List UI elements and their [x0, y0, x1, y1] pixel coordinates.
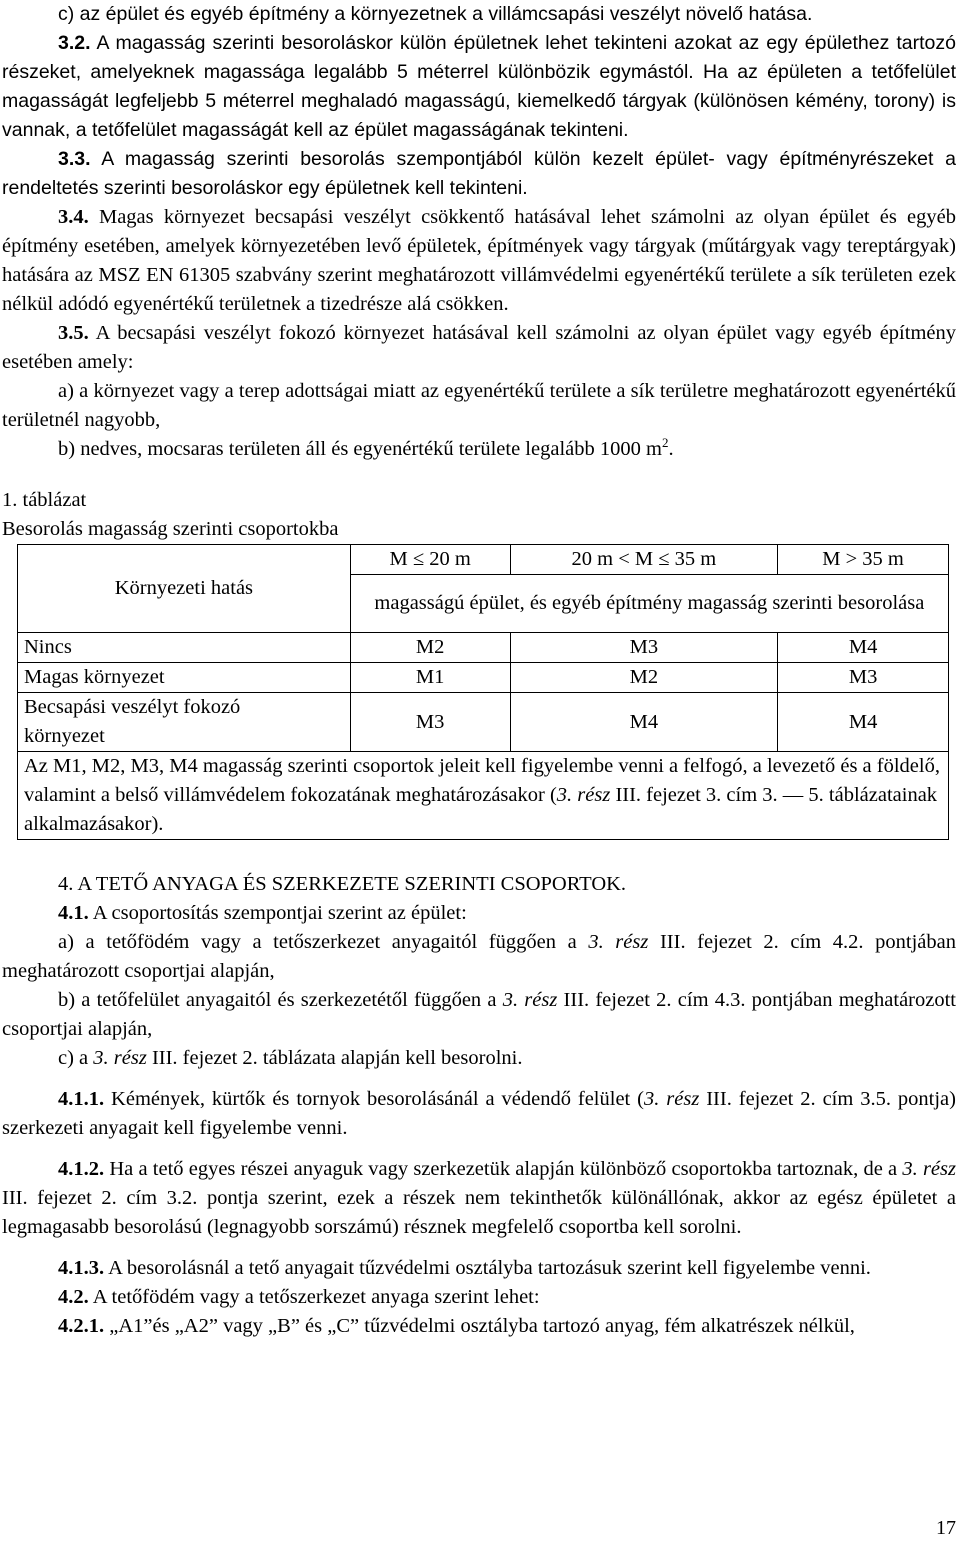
- table-row-label: Magas környezet: [18, 663, 351, 693]
- spacer: [2, 1242, 956, 1254]
- spacer: [2, 464, 956, 486]
- paragraph-4-1-2: [2, 1155, 956, 1242]
- table-cell: M3: [510, 633, 778, 663]
- table-cell: M1: [350, 663, 510, 693]
- paragraph-3-2: [2, 29, 956, 145]
- italic-reference: 3. rész: [902, 1158, 956, 1180]
- table-cell: M4: [510, 693, 778, 752]
- paragraph-number: 3.2.: [58, 32, 91, 54]
- spacer: [2, 1143, 956, 1155]
- paragraph-3-5-b: [2, 435, 956, 464]
- paragraph-3-3: [2, 145, 956, 203]
- table-note: [18, 752, 949, 840]
- paragraph-number: 3.3.: [58, 148, 91, 170]
- paragraph-item-c: c) az épület és egyéb építmény a környezetnek a villámcsapási veszélyt növelő hatása.: [58, 3, 813, 25]
- note-text: Az M1, M2, M3, M4 magasság szerinti csoportok jeleit kell figyelembe venni a felfogó, a levezető és a földelő, valamint a belső villámvédelem fokozatának meghatározásakor (: [24, 755, 940, 806]
- italic-reference: 3. rész: [502, 989, 558, 1011]
- paragraph-text: .: [668, 438, 674, 460]
- italic-reference: 3. rész: [643, 1088, 700, 1110]
- table-cell: M4: [778, 693, 949, 752]
- section-3-block: [2, 0, 956, 203]
- paragraph-4-1: [2, 899, 956, 928]
- paragraph-4-1-1: [2, 1085, 956, 1143]
- table-header-col2: 20 m < M ≤ 35 m: [510, 545, 778, 575]
- paragraph-text: Kémények, kürtők és tornyok besorolásánál a védendő felület (: [104, 1088, 644, 1110]
- paragraph-text: Ha a tető egyes részei anyaguk vagy szerkezetük alapján különböző csoportokba tartoznak, de a: [104, 1158, 903, 1180]
- paragraph-4-1-c: [2, 1044, 956, 1073]
- table-header-environment: Környezeti hatás: [18, 545, 351, 633]
- paragraph-text: c) a: [58, 1047, 94, 1069]
- table-cell: M2: [350, 633, 510, 663]
- table-caption-number: 1. táblázat: [2, 489, 87, 511]
- table-caption-title: Besorolás magasság szerinti csoportokba: [2, 518, 339, 540]
- table-cell: M3: [778, 663, 949, 693]
- paragraph-text: A becsapási veszélyt fokozó környezet hatásával kell számolni az olyan épület vagy egyéb építmény esetében amely:: [2, 322, 956, 373]
- paragraph-text: A tetőfödém vagy a tetőszerkezet anyaga szerint lehet:: [88, 1286, 540, 1308]
- paragraph-4-1-b: [2, 986, 956, 1044]
- height-group-table: [17, 544, 949, 840]
- paragraph-number: 3.4.: [58, 206, 89, 228]
- paragraph-text: III. fejezet 2. táblázata alapján kell besorolni.: [146, 1047, 523, 1069]
- paragraph-3-4: [2, 203, 956, 319]
- paragraph-4-1-3: [2, 1254, 956, 1283]
- paragraph-number: 4.2.: [58, 1286, 89, 1308]
- table-header-col1: M ≤ 20 m: [350, 545, 510, 575]
- paragraph-text: Magas környezet becsapási veszélyt csökkentő hatásával lehet számolni az olyan épület és egyéb építmény esetében, amelyek környezetében levő épületek, építmények vagy tárgyak (műtárgyak vagy tereptárgyak) hatására az MSZ EN 61305 szabvány szerint meghatározott villámvédelmi egyenértékű területe a sík területen ezek nélkül adódó egyenértékű területnek a tizedrésze alá csökken.: [2, 206, 956, 315]
- paragraph-text: b) a tetőfelület anyagaitól és szerkezetétől függően a: [58, 989, 503, 1011]
- paragraph-text: A magasság szerinti besoroláskor külön épületnek lehet tekinteni azokat az egy épülethez tartozó részeket, amelyeknek magassága legalább 5 méterrel különbözik egymástól. Ha az épületen a tetőfelület magasságát legfeljebb 5 méterrel meghaladó magasságú, kiemelkedő tárgyak (különösen kémény, torony) is vannak, a tetőfelület magasságát kell az épület magasságának tekinteni.: [2, 32, 956, 141]
- table-header-col3: M > 35 m: [778, 545, 949, 575]
- section-4-heading: 4. A TETŐ ANYAGA ÉS SZERKEZETE SZERINTI CSOPORTOK.: [58, 873, 627, 895]
- paragraph-4-1-a: [2, 928, 956, 986]
- note-italic: 3. rész: [556, 784, 611, 806]
- paragraph-4-2-1: [2, 1312, 956, 1341]
- paragraph-text: A magasság szerinti besorolás szempontjából külön kezelt épület- vagy építményrészeket a rendeltetés szerinti besoroláskor egy épületnek kell tekinteni.: [2, 148, 956, 199]
- paragraph-number: 4.2.1.: [58, 1315, 105, 1337]
- paragraph-text: A besorolásnál a tető anyagait tűzvédelmi osztályba tartozásuk szerint kell figyelembe venni.: [104, 1257, 871, 1279]
- paragraph-number: 4.1.: [58, 902, 89, 924]
- paragraph-text: III. fejezet 2. cím 4.2. pontjában meghatározott csoportjai alapján,: [2, 931, 956, 982]
- spacer: [2, 1073, 956, 1085]
- table-cell: M4: [778, 633, 949, 663]
- paragraph-3-5: [2, 319, 956, 377]
- table-cell: M2: [510, 663, 778, 693]
- paragraph-number: 3.5.: [58, 322, 89, 344]
- paragraph-4-2: [2, 1283, 956, 1312]
- italic-reference: 3. rész: [588, 931, 649, 953]
- italic-reference: 3. rész: [93, 1047, 147, 1069]
- paragraph-text: III. fejezet 2. cím 4.3. pontjában meghatározott csoportjai alapján,: [2, 989, 956, 1040]
- table-row-label: Nincs: [18, 633, 351, 663]
- paragraph-text: b) nedves, mocsaras területen áll és egyenértékű területe legalább 1000 m: [58, 438, 662, 460]
- paragraph-text: III. fejezet 2. cím 3.5. pontja) szerkezeti anyagait kell figyelembe venni.: [2, 1088, 956, 1139]
- superscript: 2: [661, 435, 669, 451]
- paragraph-text: A csoportosítás szempontjai szerint az épület:: [88, 902, 467, 924]
- paragraph-text: a) a tetőfödém vagy a tetőszerkezet anyagaitól függően a: [58, 931, 589, 953]
- page-number: 17: [936, 1517, 956, 1539]
- paragraph-3-5-a: a) a környezet vagy a terep adottságai miatt az egyenértékű területe a sík területre meghatározott egyenértékű területnél nagyobb,: [2, 380, 956, 431]
- table-subheader: magasságú épület, és egyéb építmény magasság szerinti besorolása: [350, 575, 948, 633]
- table-row-label: Becsapási veszélyt fokozó környezet: [18, 693, 351, 752]
- paragraph-text: „A1”és „A2” vagy „B” és „C” tűzvédelmi osztályba tartozó anyag, fém alkatrészek nélkül,: [104, 1315, 855, 1337]
- paragraph-number: 4.1.1.: [58, 1088, 105, 1110]
- paragraph-number: 4.1.3.: [58, 1257, 105, 1279]
- paragraph-number: 4.1.2.: [58, 1158, 105, 1180]
- note-text: III. fejezet 3. cím 3. — 5. táblázatainak alkalmazásakor).: [24, 784, 938, 835]
- table-cell: M3: [350, 693, 510, 752]
- paragraph-text: III. fejezet 2. cím 3.2. pontja szerint, ezek a részek nem tekinthetők különállónak, akkor az egész épületet a legmagasabb besorolású (legnagyobb sorszámú) résznek megfelelő csoportba kell sorolni.: [2, 1187, 956, 1238]
- document-page: [2, 0, 956, 1341]
- spacer: [2, 840, 956, 870]
